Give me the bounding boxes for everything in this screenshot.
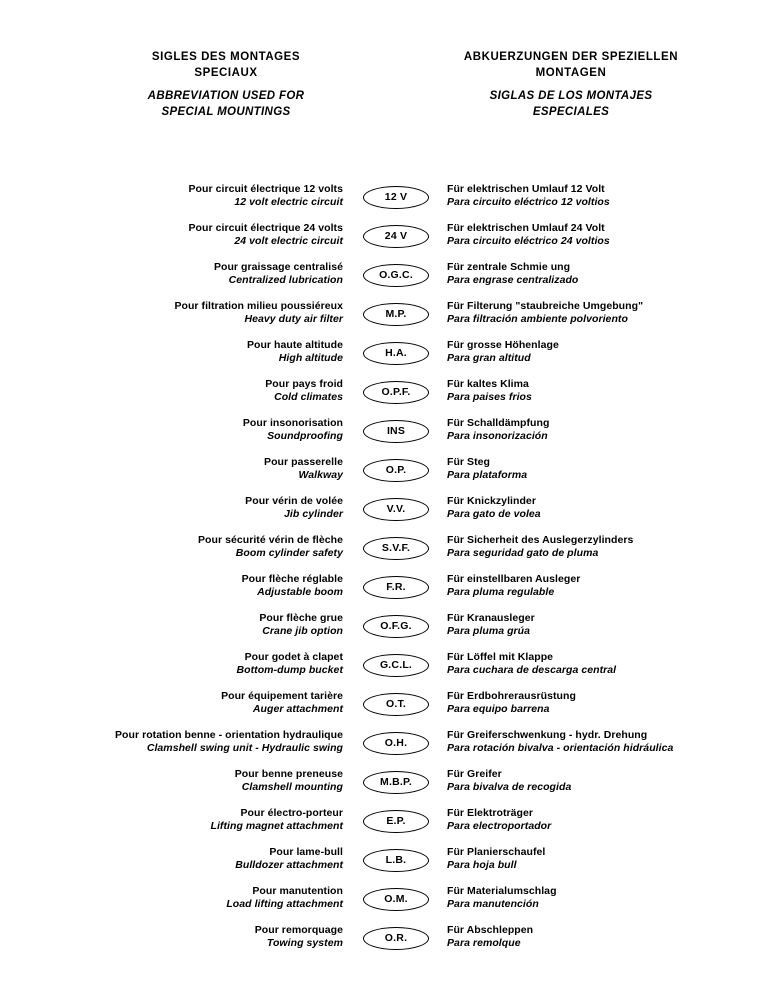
abbreviation-badge-cell [350,261,444,300]
abbreviation-row [0,378,772,417]
german-label: Für Schalldämpfung [447,417,550,429]
abbreviation-row [0,417,772,456]
abbreviation-row [0,300,772,339]
german-label: Für Filterung "staubreiche Umgebung" [447,300,644,312]
german-spanish-column [447,846,772,872]
french-english-column [0,651,343,677]
abbreviation-badge-cell [350,651,444,690]
spanish-label: Para circuito eléctrico 24 voltios [447,235,610,247]
german-label: Für elektrischen Umlauf 24 Volt [447,222,605,234]
spanish-label: Para circuito eléctrico 12 voltios [447,196,610,208]
abbreviation-row [0,573,772,612]
abbreviation-row [0,885,772,924]
abbreviation-badge-cell [350,378,444,417]
spanish-label: Para bivalva de recogida [447,781,572,793]
french-english-column [0,768,343,794]
abbreviation-code: O.H. [384,736,408,749]
german-spanish-column [447,417,772,443]
french-label: Pour insonorisation [242,417,343,429]
abbreviation-code: L.B. [385,853,407,866]
english-label: Bulldozer attachment [235,859,343,871]
german-label: Für grosse Höhenlage [447,339,559,351]
abbreviation-badge-cell [350,495,444,534]
abbreviation-code: S.V.F. [381,541,411,554]
abbreviation-oval [363,849,429,872]
french-english-column [0,885,343,911]
abbreviation-code: E.P. [386,814,406,827]
abbreviation-code: M.P. [385,307,407,320]
english-label: Load lifting attachment [226,898,343,910]
french-label: Pour remorquage [254,924,343,936]
german-label: Für einstellbaren Ausleger [447,573,581,585]
header-left-subtitle [95,89,357,120]
german-label: Für Planierschaufel [447,846,546,858]
abbreviation-badge-cell [350,885,444,924]
abbreviation-row [0,690,772,729]
english-label: Jib cylinder [284,508,343,520]
abbreviation-badge-cell [350,222,444,261]
french-label: Pour haute altitude [246,339,343,351]
french-label: Pour godet à clapet [244,651,343,663]
header-right-title-line1: ABKUERZUNGEN DER SPEZIELLEN [463,51,679,63]
french-english-column [0,339,343,365]
abbreviation-oval [363,576,429,599]
abbreviation-oval [363,927,429,950]
abbreviation-oval [363,732,429,755]
abbreviation-code: O.T. [385,697,407,710]
abbreviation-list [0,183,772,963]
spanish-label: Para remolque [447,937,521,949]
header-left-title-line1: SIGLES DES MONTAGES [151,51,301,63]
abbreviation-code: O.F.G. [380,619,412,632]
french-english-column [0,183,343,209]
english-label: Auger attachment [252,703,343,715]
abbreviation-code: G.C.L. [379,658,413,671]
abbreviation-row [0,651,772,690]
english-label: Boom cylinder safety [235,547,343,559]
german-label: Für Greiferschwenkung - hydr. Drehung [447,729,648,741]
header-right-title-line2: MONTAGEN [535,66,607,79]
header-left-title-line2: SPECIAUX [194,66,258,79]
german-spanish-column [447,612,772,638]
english-label: Lifting magnet attachment [210,820,343,832]
abbreviation-code: O.P.F. [381,385,411,398]
abbreviation-row [0,183,772,222]
abbreviation-oval [363,615,429,638]
french-label: Pour passerelle [264,456,343,468]
header-right-subtitle-line2: ESPECIALES [532,105,610,118]
french-label: Pour lame-bull [269,846,343,858]
german-spanish-column [447,885,772,911]
abbreviation-badge-cell [350,417,444,456]
header-right-title [432,50,710,81]
french-label: Pour filtration milieu poussiéreux [174,300,343,312]
english-label: Centralized lubrication [228,274,343,286]
german-spanish-column [447,924,772,950]
french-english-column [0,495,343,521]
english-label: Clamshell mounting [241,781,343,793]
spanish-label: Para paises frios [447,391,532,403]
french-label: Pour sécurité vérin de flèche [197,534,343,546]
spanish-label: Para plataforma [447,469,528,481]
abbreviation-badge-cell [350,924,444,963]
abbreviation-oval [363,771,429,794]
abbreviation-oval [363,498,429,521]
abbreviation-oval [363,264,429,287]
abbreviation-badge-cell [350,690,444,729]
german-spanish-column [447,768,772,794]
french-english-column [0,807,343,833]
german-spanish-column [447,183,772,209]
french-label: Pour équipement tarière [221,690,343,702]
header-left-subtitle-line1: ABBREVIATION USED FOR [147,90,305,102]
abbreviation-oval [363,888,429,911]
german-label: Für Knickzylinder [447,495,536,507]
spanish-label: Para manutención [447,898,539,910]
english-label: Adjustable boom [257,586,343,598]
french-english-column [0,690,343,716]
french-label: Pour benne preneuse [234,768,343,780]
abbreviation-badge-cell [350,573,444,612]
english-label: Crane jib option [262,625,343,637]
french-label: Pour flèche réglable [241,573,343,585]
german-label: Für elektrischen Umlauf 12 Volt [447,183,605,195]
header-left-title [95,50,357,81]
spanish-label: Para pluma grúa [447,625,531,637]
abbreviation-code: F.R. [386,580,406,593]
abbreviation-oval [363,342,429,365]
abbreviation-row [0,534,772,573]
spanish-label: Para rotación bivalva - orientación hidráulica [447,742,674,754]
german-spanish-column [447,495,772,521]
french-english-column [0,456,343,482]
abbreviation-row [0,807,772,846]
german-label: Für Kranausleger [447,612,535,624]
german-label: Für Sicherheit des Auslegerzylinders [447,534,634,546]
abbreviation-row [0,261,772,300]
abbreviation-code: O.P. [385,463,407,476]
french-english-column [0,378,343,404]
german-label: Für zentrale Schmie ung [447,261,571,273]
abbreviation-row [0,339,772,378]
abbreviation-badge-cell [350,183,444,222]
german-label: Für Steg [447,456,490,468]
abbreviation-code: INS [386,424,406,437]
german-spanish-column [447,378,772,404]
spanish-label: Para filtración ambiente polvoriento [447,313,628,325]
header-right-german-spanish [432,50,710,120]
spanish-label: Para hoja bull [447,859,517,871]
abbreviation-code: O.G.C. [379,268,413,281]
german-label: Für Elektroträger [447,807,534,819]
german-spanish-column [447,456,772,482]
abbreviation-code: V.V. [386,502,406,515]
french-label: Pour rotation benne - orientation hydraulique [114,729,343,741]
abbreviation-oval [363,693,429,716]
german-label: Für Löffel mit Klappe [447,651,554,663]
german-spanish-column [447,534,772,560]
spanish-label: Para pluma regulable [447,586,555,598]
english-label: Bottom-dump bucket [236,664,343,676]
french-english-column [0,846,343,872]
french-english-column [0,573,343,599]
french-english-column [0,300,343,326]
abbreviation-badge-cell [350,339,444,378]
abbreviation-badge-cell [350,456,444,495]
french-english-column [0,534,343,560]
abbreviation-row [0,846,772,885]
abbreviation-code: 12 V [384,190,408,203]
abbreviation-row [0,456,772,495]
french-label: Pour circuit électrique 12 volts [188,183,343,195]
german-label: Für Abschleppen [447,924,534,936]
abbreviation-code: O.R. [384,931,408,944]
german-spanish-column [447,573,772,599]
spanish-label: Para engrase centralizado [447,274,579,286]
spanish-label: Para electroportador [447,820,552,832]
german-spanish-column [447,690,772,716]
english-label: High altitude [278,352,343,364]
abbreviation-row [0,924,772,963]
english-label: Walkway [298,469,343,481]
french-label: Pour pays froid [265,378,343,390]
german-spanish-column [447,261,772,287]
header-left-subtitle-line2: SPECIAL MOUNTINGS [161,105,291,118]
french-label: Pour manutention [252,885,343,897]
english-label: 24 volt electric circuit [234,235,343,247]
page-headers [0,50,772,140]
abbreviation-row [0,495,772,534]
abbreviation-code: M.B.P. [380,775,412,788]
german-spanish-column [447,300,772,326]
spanish-label: Para gato de volea [447,508,541,520]
abbreviation-oval [363,654,429,677]
french-label: Pour circuit électrique 24 volts [188,222,343,234]
spanish-label: Para seguridad gato de pluma [447,547,599,559]
abbreviation-badge-cell [350,534,444,573]
abbreviation-oval [363,810,429,833]
french-label: Pour flèche grue [259,612,343,624]
english-label: Clamshell swing unit - Hydraulic swing [146,742,343,754]
german-spanish-column [447,729,772,755]
spanish-label: Para cuchara de descarga central [447,664,617,676]
abbreviation-row [0,729,772,768]
french-label: Pour vérin de volée [245,495,343,507]
french-english-column [0,222,343,248]
french-english-column [0,729,343,755]
spanish-label: Para gran altitud [447,352,531,364]
abbreviation-code: 24 V [384,229,408,242]
english-label: Soundproofing [267,430,343,442]
abbreviation-oval [363,381,429,404]
abbreviation-oval [363,420,429,443]
abbreviation-oval [363,459,429,482]
abbreviation-oval [363,537,429,560]
french-label: Pour électro-porteur [240,807,343,819]
english-label: Towing system [266,937,343,949]
german-label: Für kaltes Klima [447,378,529,390]
german-spanish-column [447,807,772,833]
abbreviation-oval [363,225,429,248]
german-label: Für Materialumschlag [447,885,557,897]
abbreviation-row [0,768,772,807]
abbreviation-badge-cell [350,768,444,807]
french-english-column [0,612,343,638]
abbreviation-badge-cell [350,300,444,339]
abbreviation-badge-cell [350,729,444,768]
abbreviation-oval [363,186,429,209]
english-label: Heavy duty air filter [244,313,343,325]
header-right-subtitle [432,89,710,120]
english-label: Cold climates [274,391,343,403]
abbreviation-badge-cell [350,807,444,846]
abbreviation-row [0,612,772,651]
spanish-label: Para equipo barrena [447,703,550,715]
header-right-subtitle-line1: SIGLAS DE LOS MONTAJES [489,90,653,102]
abbreviation-code: O.M. [384,892,408,905]
french-english-column [0,417,343,443]
french-label: Pour graissage centralisé [213,261,343,273]
french-english-column [0,924,343,950]
english-label: 12 volt electric circuit [234,196,343,208]
abbreviation-badge-cell [350,846,444,885]
abbreviation-row [0,222,772,261]
abbreviation-code: H.A. [385,346,407,359]
german-spanish-column [447,651,772,677]
german-spanish-column [447,339,772,365]
header-left-french-english [95,50,357,120]
spanish-label: Para insonorización [447,430,548,442]
french-english-column [0,261,343,287]
german-label: Für Greifer [447,768,502,780]
german-spanish-column [447,222,772,248]
german-label: Für Erdbohrerausrüstung [447,690,576,702]
abbreviation-oval [363,303,429,326]
abbreviation-badge-cell [350,612,444,651]
